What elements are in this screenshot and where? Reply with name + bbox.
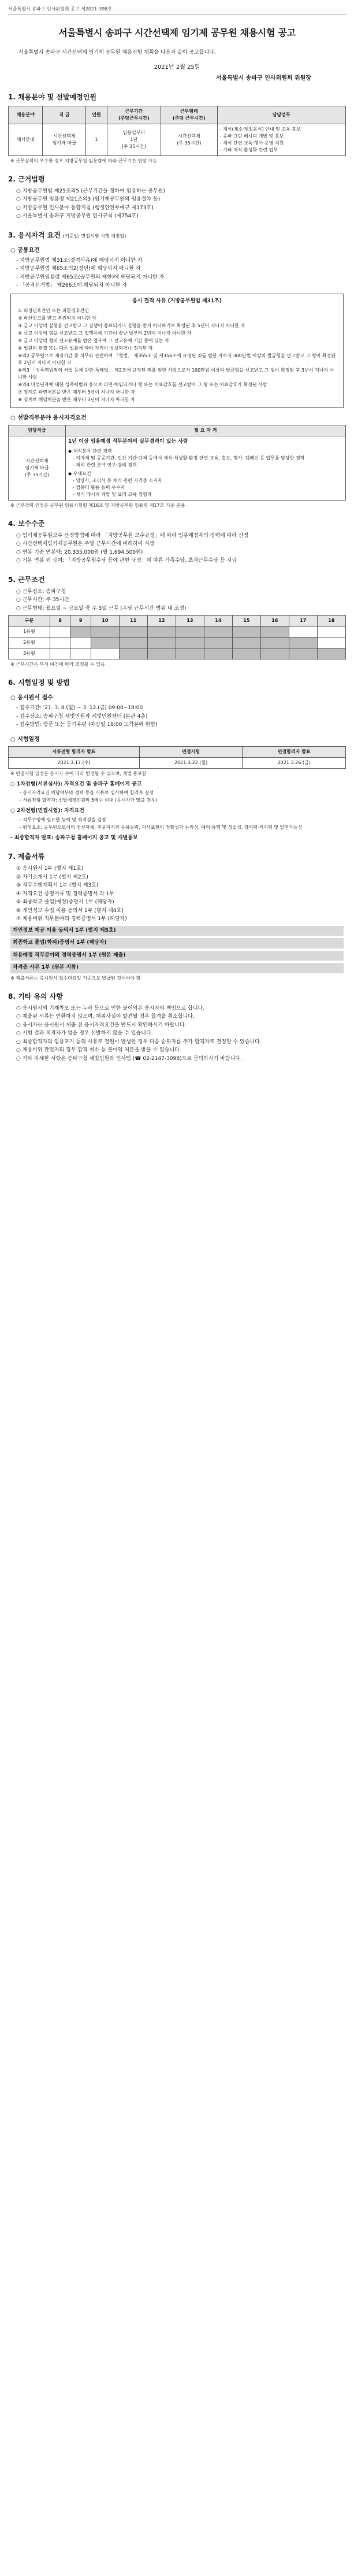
list-item: ③ 금고 이상의 실형을 선고받고 그 집행이 종료되거나 집행을 받지 아니하기로 확정된 후 5년이 지나지 아니한 자 <box>18 323 245 328</box>
docs-note: ※ 제출서류는 응시원서 접수마감일 기준으로 발급된 것이어야 함 <box>10 975 141 981</box>
step1-heading: ○ 1차전형(서류심사): 자격요건 및 송파구 홈페이지 공고 <box>10 781 142 787</box>
cell-field: 채식안내 <box>9 124 43 155</box>
section3-heading-text: 3. 응시자격 요건 <box>8 231 61 239</box>
sched-cell-working <box>232 637 260 648</box>
cell-final-result-date: 2021.3.26.(금) <box>243 757 346 768</box>
list-item: ⑥의3 「성폭력범죄의 처벌 등에 관한 특례법」 제2조에 규정된 죄를 범한 사람으로서 100만원 이상의 벌금형을 선고받고 그 형이 확정된 후 3년이 지나지 아니한 사람 <box>18 368 334 380</box>
docs-band: 개인정보 제공 이용 동의서 1부 (별지 제5호) <box>10 926 344 936</box>
sched-header-hour: 14 <box>204 616 232 627</box>
list-item: - 접수방법: 방문 또는 등기우편 (마감일 18:00 도착분에 한함) <box>16 722 158 728</box>
sched-header-hour: 13 <box>176 616 204 627</box>
th-type: 근무형태 (주당 근무시간) <box>161 106 218 124</box>
list-item: ⑤ 금고 이상의 형의 선고유예를 받은 경우에 그 선고유예 기간 중에 있는 자 <box>18 338 169 343</box>
step2-item: - 직무수행에 필요한 능력 및 적격성을 검정 <box>20 817 106 822</box>
list-item: ① 피성년후견인 또는 피한정후견인 <box>18 308 89 313</box>
section6-heading: 6. 시험일정 및 방법 <box>8 679 70 687</box>
intro-text: 서울특별시 송파구 시간선택제 임기제 공무원 채용시험 계획을 다음과 같이 공고합니다. <box>18 50 216 55</box>
section8-heading: 8. 기타 유의 사항 <box>8 992 63 1000</box>
sched-header-hour: 12 <box>147 616 176 627</box>
section7-heading: 7. 제출서류 <box>8 853 45 861</box>
table-row <box>9 627 346 637</box>
list-item: ○ 응시원서의 기재착오 또는 누락 등으로 인한 불이익은 응시자의 책임으로 합니다. <box>16 1005 205 1011</box>
section1-heading: 1. 채용분야 및 선발예정인원 <box>8 92 96 101</box>
sched-cell-working <box>119 637 147 648</box>
sched-header-hour: 8 <box>50 616 70 627</box>
sched-cell-working <box>176 648 204 659</box>
th-req-grade: 담당직급 <box>9 425 66 436</box>
sched-cell-working <box>289 637 317 648</box>
sched-cell-working <box>232 648 260 659</box>
docs-band: 최종학교 졸업(학위)증명서 1부 (해당자) <box>10 938 344 948</box>
req-main: 1년 이상 임용예정 직무분야의 실무경력이 있는 사람 <box>68 439 188 444</box>
job-req-table <box>8 425 346 501</box>
sched-header-type: 구분 <box>9 616 50 627</box>
work-schedule-table <box>8 615 346 659</box>
cell-period: 임용일부터 1년 (주 35시간) <box>107 124 161 155</box>
receipt-list <box>16 705 346 729</box>
req-sub1-item: - 채식 관련 분야 연구·강의 경력 <box>73 462 137 468</box>
sched-cell-working <box>91 637 119 648</box>
list-item: ○ 최종합격자의 임용포기 등의 사유로 결원이 발생한 경우 다음 순위자를 추가 합격자로 결정할 수 있습니다. <box>16 1039 262 1045</box>
sched-cell-working <box>204 627 232 637</box>
common-req-list <box>16 257 346 290</box>
list-item: - 접수장소: 송파구청 세빛민원과 세빛민원센터 (본관 4층) <box>16 713 148 720</box>
step2-heading: ○ 2차전형(면접시험): 자격요건 <box>10 808 84 814</box>
disqualification-box <box>10 294 344 409</box>
list-item: ⑥ 개인정보 수집 이용 동의서 1부 (별지 제4호) <box>16 907 124 914</box>
list-item: - 「공직선거법」 제266조에 해당되지 아니한 자 <box>16 283 127 288</box>
cell-count: 1 <box>86 124 107 155</box>
sched-cell-working <box>260 627 289 637</box>
sched-cell-working <box>119 627 147 637</box>
list-item: - 지방공무원법 제65조의2(정년)에 해당되지 아니한 자 <box>16 266 141 272</box>
list-item: ○ 임기제공무원보수 산정방법에 따라 「지방공무원 보수규정」에 따라 임용예정자의 경력에 따라 산정 <box>16 532 249 539</box>
sched-row-label: 1유형 <box>9 627 50 637</box>
notice-date: 2021년 2월 25일 <box>154 64 200 71</box>
list-item: ○ 근무장소: 송파구청 <box>16 588 66 595</box>
list-item: ○ 채용비위 관련자의 경우 합격 취소 등 불이익 처분을 받을 수 있습니다. <box>16 1047 181 1053</box>
sched-cell-off <box>317 637 345 648</box>
cell-type: 시간선택제 (주 35시간) <box>161 124 218 155</box>
exam-schedule-table <box>8 746 346 769</box>
sched-cell-working <box>147 637 176 648</box>
list-item: ○ 지방공무원 인사분야 통합지침 (행정안전부예규 제173호) <box>16 205 154 211</box>
final-announce: - 최종합격자 발표: 송파구청 홈페이지 공고 및 개별통보 <box>10 835 138 841</box>
sched-cell-off <box>317 627 345 637</box>
list-item: ○ 서울특별시 송파구 지방공무원 인사규칙 (제754호) <box>16 213 139 219</box>
list-item: ○ 근무형태: 월요일 ~ 금요일 중 주 5일 근무 (주당 근무시간 범위 내 조정) <box>16 605 187 611</box>
th-final-result: 면접합격자 발표 <box>243 746 346 757</box>
sched-cell-working <box>289 648 317 659</box>
list-item: ⑥ 법원의 판결 또는 다른 법률에 따라 자격이 상실되거나 정지된 자 <box>18 346 153 351</box>
page <box>0 0 354 1083</box>
req-sub-label2: ◆ 우대요건 <box>68 470 91 476</box>
sched-cell-working <box>317 648 345 659</box>
list-item: ⑥의2 공무원으로 재직기간 중 직무와 관련하여 「형법」 제355조 및 제356조에 규정된 죄를 범한 자로서 300만원 이상의 벌금형을 선고받고 그 형이 확정된 후 2년이 지나지 아니한 자 <box>18 353 336 365</box>
exam-sched-note: ※ 면접시험 일정은 응시자 수에 따라 변경될 수 있으며, 개별 통보함 <box>10 770 147 776</box>
list-item: - 접수기간: '21. 3. 8.(월) ~ 3. 12.(금) 09:00~18:00 <box>16 705 143 711</box>
work-cond-list <box>16 588 346 613</box>
sched-cell-off <box>70 648 91 659</box>
req-sub2-item: - 채식 레시피 개발 및 요리 교육 경험자 <box>73 491 152 497</box>
job-req-heading: ○ 선발직무분야 응시자격요건 <box>10 415 87 421</box>
law-list <box>16 188 346 221</box>
list-item: ○ 기타 자세한 사항은 송파구청 세빛민원과 인사팀 (☎ 02-2147-3098)으로 문의하시기 바랍니다. <box>16 1055 242 1062</box>
sched-cell-working <box>204 637 232 648</box>
sched-row-label: 2유형 <box>9 637 50 648</box>
list-item: ⑧ 징계로 해임처분을 받은 때부터 3년이 지나지 아니한 자 <box>18 397 135 402</box>
step1-item: - 응시자격요건 해당여부와 경력 등을 서류로 심사하여 합격자 결정 <box>20 790 154 795</box>
recruit-table <box>8 106 346 156</box>
list-item: ⑦ 채용비위 직무분야의 경력증명서 1부 (해당자) <box>16 916 127 922</box>
list-item: ○ 지방공무원 임용령 제21조의3 (임기제공무원의 임용절차 등) <box>16 197 161 202</box>
page-title: 서울특별시 송파구 시간선택제 임기제 공무원 채용시험 공고 <box>58 27 296 38</box>
sched-header-hour: 16 <box>260 616 289 627</box>
section4-heading: 4. 보수수준 <box>8 519 45 528</box>
section1-note: ※ 근무실적이 우수한 경우 지방공무원 임용령에 따라 근무기간 연장 가능 <box>10 158 157 164</box>
step1-item: - 서류전형 합격자: 선발예정인원의 5배수 이내 (응시자가 많을 경우) <box>20 798 158 803</box>
th-period: 근무기간 (주당근무시간) <box>107 106 161 124</box>
list-item: ① 응시원서 1부 (별지 제1호) <box>16 866 84 872</box>
list-item: ② 자기소개서 1부 (별지 제2호) <box>16 874 88 880</box>
list-item: ④ 자격요건 증명서류 및 경력증명서 각 1부 <box>16 891 115 897</box>
th-duties: 담당업무 <box>217 106 345 124</box>
list-item: ○ 근무시간: 주 35시간 <box>16 597 69 603</box>
list-item: ○ 연봉 기준 연봉액: 20,335,000원 (월 1,694,500원) <box>16 549 143 555</box>
list-item: ⑥의4 미성년자에 대한 성폭력범죄 등으로 파면·해임되거나 형 또는 치료감호를 선고받아 그 형 또는 치료감호가 확정된 사람 <box>18 382 267 387</box>
list-item: ④ 금고 이상의 형을 선고받고 그 집행유예 기간이 끝난 날부터 2년이 지나지 아니한 자 <box>18 331 192 336</box>
header-bar: 서울특별시 송파구 인사위원회 공고 제2021-398호 <box>8 6 346 14</box>
common-req-heading: ○ 공통요건 <box>10 247 40 254</box>
th-doc-result: 서류전형 합격자 발표 <box>9 746 140 757</box>
sched-cell-off <box>289 627 317 637</box>
th-field: 채용분야 <box>9 106 43 124</box>
sched-header-hour: 9 <box>70 616 91 627</box>
th-count: 인원 <box>86 106 107 124</box>
receipt-heading: ○ 응시원서 접수 <box>10 695 53 701</box>
notes-list <box>16 1005 346 1063</box>
list-item: - 지방공무원임용령 제65조(공무원의 제한)에 해당되지 아니한 자 <box>16 274 165 280</box>
sched-header-hour: 15 <box>232 616 260 627</box>
req-sub1-item: - 지자체 및 공공기관, 민간 기관·단체 등에서 채식·식생활·환경 관련 교육, 홍보, 행사, 캠페인 등 업무를 담당한 경력 <box>73 455 305 461</box>
sched-cell-working <box>232 627 260 637</box>
cell-interview-date: 2021.3.22.(월) <box>139 757 243 768</box>
sched-cell-off <box>91 648 119 659</box>
sched-header-hour: 17 <box>289 616 317 627</box>
sched-cell-working <box>260 637 289 648</box>
cell-grade: 시간선택제 임기제 마급 <box>43 124 86 155</box>
sched-header-hour: 18 <box>317 616 345 627</box>
cell-duties: - 채식(채소·제철음식) 안내 및 교육 홍보 - 송파 그린 레시피 개발 및 홍보 - 채식 관련 교육·행사 운영 지원 - 기타 채식 활성화 관련 업무 <box>217 124 345 155</box>
sched-header-hour: 11 <box>119 616 147 627</box>
sched-header-hour: 10 <box>91 616 119 627</box>
table-row <box>9 648 346 659</box>
list-item: - 지방공무원법 제31조(결격사유)에 해당되지 아니한 자 <box>16 257 143 264</box>
list-item: ○ 응시자는 응시원서 제출 전 응시자격요건을 반드시 확인하시기 바랍니다. <box>16 1022 187 1028</box>
section5-heading: 5. 근무조건 <box>8 575 45 584</box>
section3-heading-suffix: (기준일: 면접시험 시행 예정일) <box>63 233 126 239</box>
list-item: ③ 직무수행계획서 1부 (별지 제3호) <box>16 883 99 888</box>
sched-cell-working <box>91 627 119 637</box>
req-sub2-item: - 컴퓨터 활용 능력 우수자 <box>73 484 125 490</box>
list-item: ○ 기본 연봉 외 급여: 「지방공무원수당 등에 관한 규정」에 따른 가족수당, 초과근무수당 등 지급 <box>16 558 237 564</box>
sched-cell-working <box>260 648 289 659</box>
pay-list <box>16 532 346 565</box>
docs-band: 자격증 사본 1부 (원본 지참) <box>10 963 344 973</box>
docs-list <box>16 865 346 924</box>
issuing-organization: 서울특별시 송파구 인사위원회 위원장 <box>215 75 311 81</box>
list-item: ○ 시간선택제임기제공무원은 주당 근무시간에 비례하여 지급 <box>16 541 155 547</box>
disqualification-title: 응시 결격 사유 (지방공무원법 제31조) <box>132 298 222 304</box>
th-grade: 직 급 <box>43 106 86 124</box>
req-sub2-item: - 영양사, 조리사 등 채식 관련 자격증 소지자 <box>73 477 162 483</box>
sched-cell-working <box>147 648 176 659</box>
sched-row-label: 3유형 <box>9 648 50 659</box>
list-item: ○ 시험 결과 적격자가 없을 경우 선발하지 않을 수 있습니다. <box>16 1031 153 1036</box>
req-note: ※ 근무경력 인정은 공무원 임용시험령 제16조 및 지방공무원 임용령 제17조 기준 준용 <box>10 502 185 508</box>
exam-sched-heading: ○ 시험일정 <box>10 736 40 743</box>
table-row <box>9 436 346 501</box>
sched-cell-off <box>50 648 70 659</box>
section3-heading <box>8 230 346 240</box>
sched-note: ※ 근무시간은 부서 여건에 따라 조정될 수 있음 <box>10 662 105 667</box>
req-sub-label1: ◆ 채식분야 관련 경력 <box>68 448 112 454</box>
cell-req-qual <box>66 436 346 501</box>
sched-cell-working <box>70 627 91 637</box>
step2-item: - 평정요소: 공무원으로서의 정신자세, 전문지식과 응용능력, 의사표현의 정확성과 논리성, 예의·품행 및 성실성, 창의력·의지력 및 발전가능성 <box>20 824 303 830</box>
table-row <box>9 637 346 648</box>
disqualification-list <box>16 307 338 403</box>
sched-cell-working <box>147 627 176 637</box>
sched-cell-working <box>176 637 204 648</box>
list-item: ⑦ 징계로 파면처분을 받은 때부터 5년이 지나지 아니한 자 <box>18 390 135 395</box>
sched-cell-off <box>50 627 70 637</box>
cell-doc-result-date: 2021.3.17.(수) <box>9 757 140 768</box>
table-row <box>9 124 346 155</box>
sched-cell-off <box>70 637 91 648</box>
table-row <box>9 757 346 768</box>
th-interview: 면접시험 <box>139 746 243 757</box>
sched-cell-off <box>50 637 70 648</box>
list-item: ○ 지방공무원법 제25조의5 (근무기간을 정하여 임용하는 공무원) <box>16 188 165 194</box>
docs-band: 채용예정 직무분야의 경력증명서 1부 (원본 제출) <box>10 951 344 961</box>
section2-heading: 2. 근거법령 <box>8 175 45 183</box>
list-item: ⑤ 최종학교 졸업(예정)증명서 1부 (해당자) <box>16 899 114 905</box>
sched-cell-working <box>119 648 147 659</box>
th-req-qual: 필 요 자 격 <box>66 425 346 436</box>
sched-cell-working <box>204 648 232 659</box>
list-item: ② 파산선고를 받고 복권되지 아니한 자 <box>18 316 96 321</box>
sched-cell-working <box>176 627 204 637</box>
cell-req-grade: 시간선택제 임기제 마급 (주 35시간) <box>9 436 66 501</box>
list-item: ○ 제출된 서류는 반환하지 않으며, 허위사실이 발견될 경우 합격을 취소합니다. <box>16 1014 195 1020</box>
